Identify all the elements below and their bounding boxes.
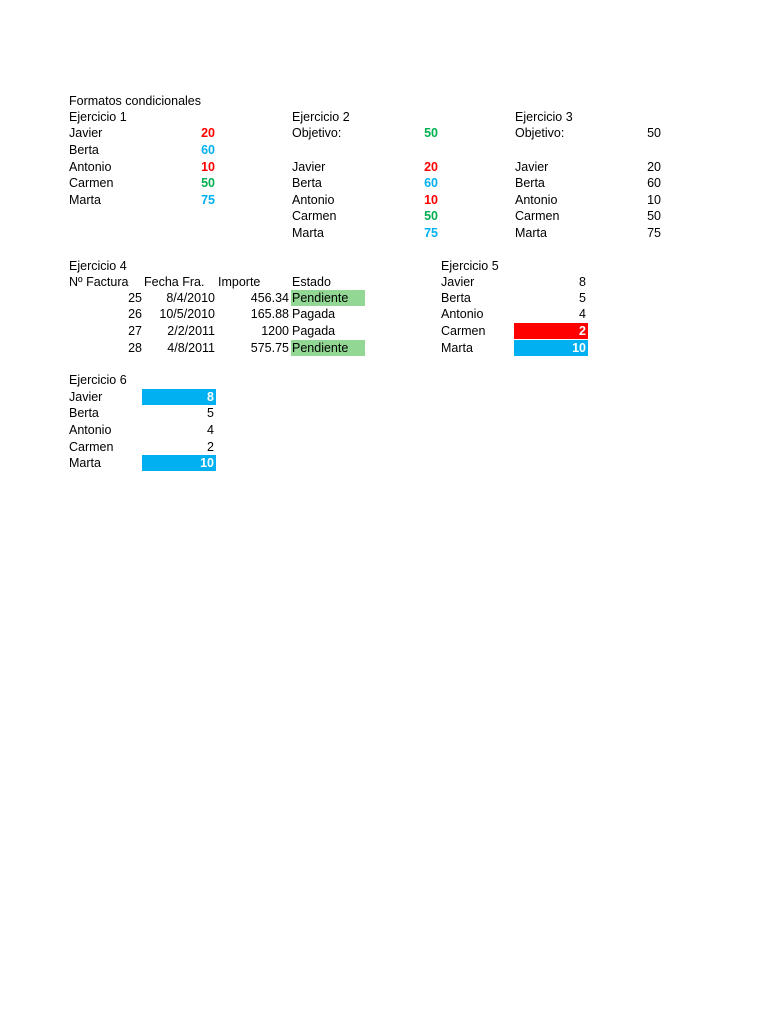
ejercicio1-value: 20 xyxy=(201,126,215,140)
ejercicio2-objective-label: Objetivo: xyxy=(292,126,342,140)
ejercicio5-name: Antonio xyxy=(441,307,484,321)
page-title: Formatos condicionales xyxy=(69,94,202,108)
ejercicio2-value: 60 xyxy=(424,176,438,190)
ejercicio6-value: 2 xyxy=(207,440,214,454)
ejercicio3-name: Javier xyxy=(515,160,549,174)
ejercicio4-fecha: 2/2/2011 xyxy=(167,324,215,338)
ejercicio1-name: Berta xyxy=(69,143,99,157)
ejercicio3-value: 20 xyxy=(647,160,661,174)
ejercicio4-estado: Pagada xyxy=(292,307,336,321)
ejercicio6-name: Berta xyxy=(69,406,99,420)
ejercicio3-value: 75 xyxy=(647,226,661,240)
ejercicio4-fecha: 8/4/2010 xyxy=(166,291,215,305)
ejercicio2-title: Ejercicio 2 xyxy=(292,110,350,124)
ejercicio4-header-importe: Importe xyxy=(218,275,261,289)
ejercicio1-name: Marta xyxy=(69,193,101,207)
ejercicio5-value: 10 xyxy=(514,340,588,356)
ejercicio6-value: 5 xyxy=(207,406,214,420)
ejercicio1-value: 75 xyxy=(201,193,215,207)
ejercicio3-title: Ejercicio 3 xyxy=(515,110,573,124)
ejercicio4-header-estado: Estado xyxy=(292,275,331,289)
ejercicio4-factura: 27 xyxy=(128,324,142,338)
ejercicio3-name: Antonio xyxy=(515,193,558,207)
ejercicio2-name: Antonio xyxy=(292,193,335,207)
ejercicio2-value: 75 xyxy=(424,226,438,240)
ejercicio6-value: 8 xyxy=(142,389,216,405)
ejercicio1-name: Antonio xyxy=(69,160,112,174)
ejercicio4-header-fecha: Fecha Fra. xyxy=(144,275,205,289)
ejercicio2-name: Berta xyxy=(292,176,322,190)
ejercicio3-name: Carmen xyxy=(515,209,560,223)
ejercicio5-name: Carmen xyxy=(441,324,486,338)
ejercicio2-name: Javier xyxy=(292,160,326,174)
ejercicio3-objective-value: 50 xyxy=(647,126,661,140)
ejercicio4-factura: 26 xyxy=(128,307,142,321)
ejercicio5-value: 4 xyxy=(579,307,586,321)
ejercicio4-fecha: 10/5/2010 xyxy=(159,307,215,321)
ejercicio3-value: 10 xyxy=(647,193,661,207)
ejercicio4-estado: Pagada xyxy=(292,324,336,338)
ejercicio5-value: 8 xyxy=(579,275,586,289)
ejercicio2-value: 50 xyxy=(424,209,438,223)
ejercicio6-name: Carmen xyxy=(69,440,114,454)
ejercicio4-fecha: 4/8/2011 xyxy=(167,341,215,355)
ejercicio5-name: Marta xyxy=(441,341,473,355)
ejercicio4-estado: Pendiente xyxy=(291,340,365,356)
ejercicio2-name: Marta xyxy=(292,226,324,240)
ejercicio4-importe: 575.75 xyxy=(250,341,289,355)
ejercicio1-value: 60 xyxy=(201,143,215,157)
ejercicio4-importe: 1200 xyxy=(261,324,289,338)
ejercicio6-value: 4 xyxy=(207,423,214,437)
ejercicio6-title: Ejercicio 6 xyxy=(69,373,127,387)
ejercicio5-value: 2 xyxy=(514,323,588,339)
ejercicio4-factura: 28 xyxy=(128,341,142,355)
ejercicio2-name: Carmen xyxy=(292,209,337,223)
ejercicio3-name: Berta xyxy=(515,176,545,190)
ejercicio6-name: Marta xyxy=(69,456,101,470)
ejercicio4-estado: Pendiente xyxy=(291,290,365,306)
ejercicio2-value: 20 xyxy=(424,160,438,174)
ejercicio1-title: Ejercicio 1 xyxy=(69,110,127,124)
ejercicio1-value: 50 xyxy=(201,176,215,190)
ejercicio4-header-factura: Nº Factura xyxy=(69,275,129,289)
ejercicio2-objective-value: 50 xyxy=(424,126,438,140)
ejercicio1-name: Javier xyxy=(69,126,103,140)
ejercicio2-value: 10 xyxy=(424,193,438,207)
ejercicio4-title: Ejercicio 4 xyxy=(69,259,127,273)
ejercicio3-value: 50 xyxy=(647,209,661,223)
ejercicio5-value: 5 xyxy=(579,291,586,305)
ejercicio1-value: 10 xyxy=(201,160,215,174)
ejercicio3-value: 60 xyxy=(647,176,661,190)
ejercicio3-objective-label: Objetivo: xyxy=(515,126,565,140)
ejercicio5-title: Ejercicio 5 xyxy=(441,259,499,273)
ejercicio4-importe: 456.34 xyxy=(250,291,289,305)
ejercicio6-value: 10 xyxy=(142,455,216,471)
ejercicio4-factura: 25 xyxy=(128,291,142,305)
ejercicio4-importe: 165.88 xyxy=(250,307,289,321)
ejercicio3-name: Marta xyxy=(515,226,547,240)
ejercicio6-name: Antonio xyxy=(69,423,112,437)
ejercicio6-name: Javier xyxy=(69,390,103,404)
ejercicio5-name: Berta xyxy=(441,291,471,305)
ejercicio5-name: Javier xyxy=(441,275,475,289)
ejercicio1-name: Carmen xyxy=(69,176,114,190)
